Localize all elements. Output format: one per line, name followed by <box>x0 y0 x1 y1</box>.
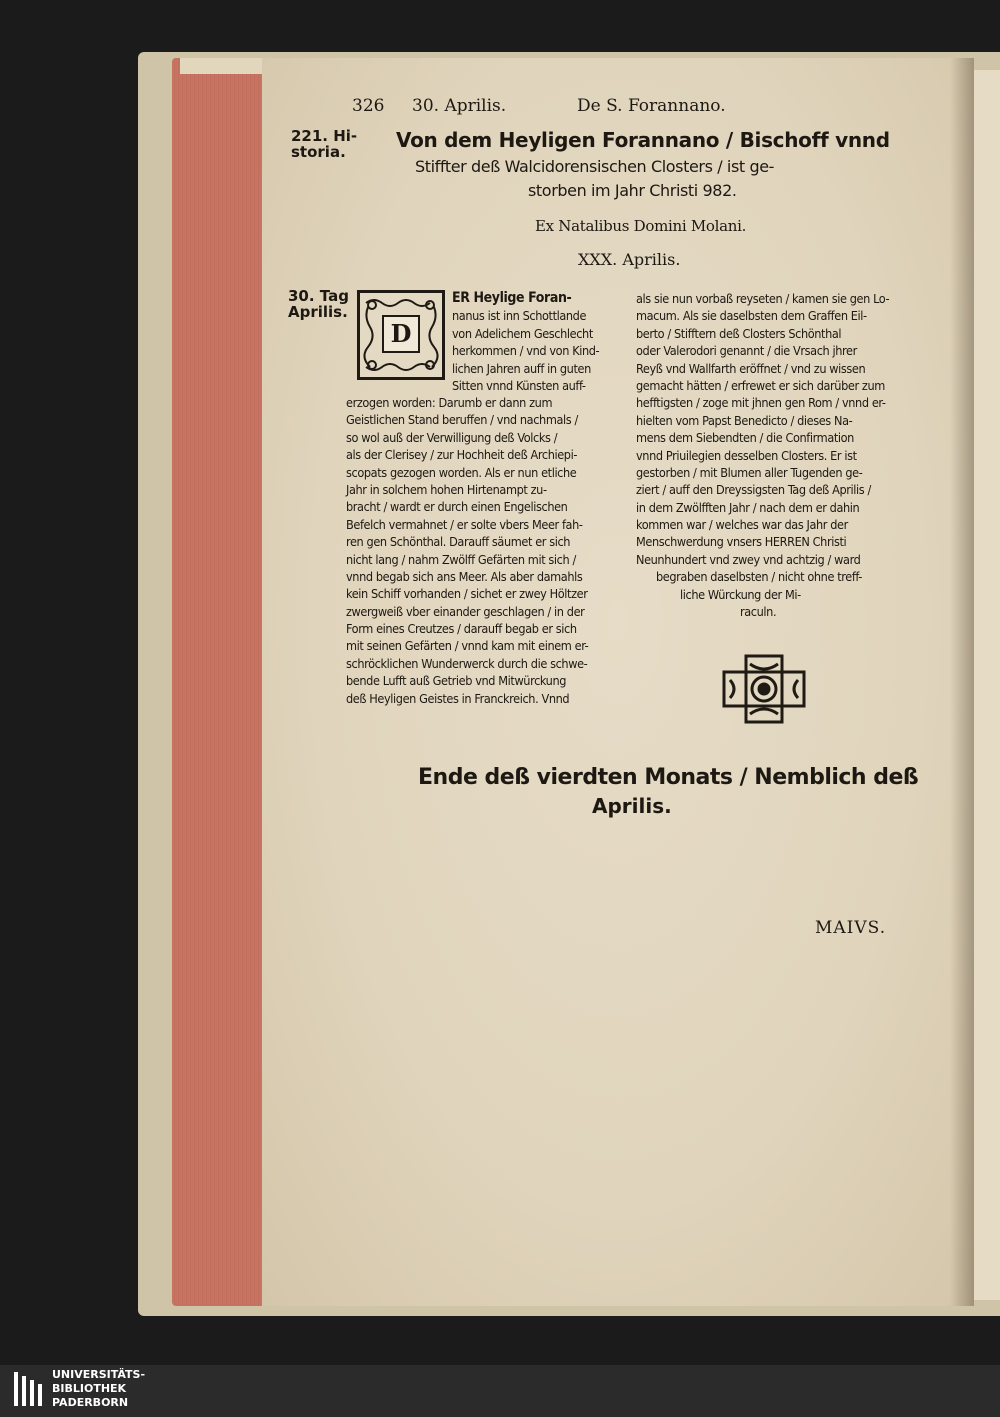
closing-heading-line-1: Ende deß vierdten Monats / Nemblich deß <box>418 765 919 790</box>
right-column-body <box>636 290 889 620</box>
text-line: von Adelichem Geschlecht <box>452 325 593 341</box>
text-line: lichen Jahren auff in guten <box>452 360 591 376</box>
margin-history-number <box>291 128 357 160</box>
chapter-title-line-1: Von dem Heyligen Forannano / Bischoff vnnd <box>396 128 890 152</box>
text-line: kein Schiff vorhanden / sichet er zwey Höltzer <box>346 586 588 602</box>
text-line: herkommen / vnd von Kind- <box>452 343 600 359</box>
margin-day <box>288 288 349 320</box>
text-line: oder Valerodori genannt / die Vrsach jhrer <box>636 343 857 359</box>
text-line: Menschwerdung vnsers HERREN Christi <box>636 534 847 550</box>
library-logo-text <box>52 1368 145 1410</box>
text-line: berto / Stifftern deß Closters Schönthal <box>636 325 842 341</box>
text-line: erzogen worden: Darumb er dann zum <box>346 395 553 410</box>
text-line: Form eines Creutzes / darauff begab er sich <box>346 621 577 637</box>
logo-line: UNIVERSITÄTS- <box>52 1368 146 1381</box>
text-line: raculn. <box>740 604 777 620</box>
text-line: liche Würckung der Mi- <box>680 586 801 602</box>
text-line: Jahr in solchem hohen Hirtenampt zu- <box>346 481 547 497</box>
text-line: scopats gezogen worden. Als er nun etliche <box>346 464 577 480</box>
page-number: 326 <box>352 96 385 116</box>
text-line: nicht lang / nahm Zwölff Gefärten mit sich / <box>346 551 576 567</box>
chapter-title-line-2: Stiffter deß Walcidorensischen Closters / ist ge- <box>415 157 775 176</box>
margin-note-line: storia. <box>291 143 346 161</box>
gutter-shadow <box>950 58 974 1306</box>
running-title: De S. Forannano. <box>577 96 726 116</box>
text-line: ziert / auff den Dreyssigsten Tag deß Aprilis / <box>636 482 871 498</box>
text-line: schröcklichen Wunderwerck durch die schwe- <box>346 655 588 671</box>
text-line: nanus ist inn Schottlande <box>452 308 587 324</box>
text-line: ren gen Schönthal. Darauff säumet er sich <box>346 534 571 550</box>
text-line: bende Lufft auß Getrieb vnd Mitwürckung <box>346 673 567 689</box>
footer-bar <box>0 1365 1000 1417</box>
chapter-title-line-3: storben im Jahr Christi 982. <box>528 181 737 200</box>
text-line: vnnd Priuilegien desselben Closters. Er ist <box>636 447 857 463</box>
text-line: in dem Zwölfften Jahr / nach dem er dahin <box>636 499 860 515</box>
text-line: zwergweiß vber einander geschlagen / in der <box>346 603 585 619</box>
text-line: Reyß vnd Wallfarth eröffnet / vnd zu wissen <box>636 360 866 376</box>
text-line: Neunhundert vnd zwey vnd achtzig / ward <box>636 551 861 567</box>
text-line: gemacht hätten / erfrewet er sich darüber zum <box>636 377 885 393</box>
margin-note-line: Aprilis. <box>288 303 348 321</box>
text-line: hielten vom Papst Benedicto / dieses Na- <box>636 412 853 428</box>
text-line: hefftigsten / zoge mit jhnen gen Rom / vnnd er- <box>636 395 886 411</box>
tailpiece-ornament-icon <box>720 652 808 726</box>
source-line: Ex Natalibus Domini Molani. <box>535 217 747 235</box>
text-line: Geistlichen Stand beruffen / vnd nachmals / <box>346 412 578 428</box>
margin-note-line: 30. Tag <box>288 287 349 305</box>
text-line: macum. Als sie daselbsten dem Graffen Eil- <box>636 308 867 324</box>
text-line: mit seinen Gefärten / vnnd kam mit einem er- <box>346 638 589 654</box>
logo-line: PADERBORN <box>52 1396 129 1409</box>
library-logo-icon <box>10 1370 46 1410</box>
text-line: gestorben / mit Blumen aller Tugenden ge- <box>636 464 863 480</box>
decorated-initial <box>357 290 445 380</box>
text-line: deß Heyligen Geistes in Franckreich. Vnnd <box>346 690 570 706</box>
text-line: als der Clerisey / zur Hochheit deß Archiepi- <box>346 447 578 463</box>
closing-heading-line-2: Aprilis. <box>592 794 672 818</box>
text-line: vnnd begab sich ans Meer. Als aber damahls <box>346 568 583 584</box>
logo-line: BIBLIOTHEK <box>52 1382 127 1395</box>
text-line: als sie nun vorbaß reyseten / kamen sie gen Lo- <box>636 291 890 306</box>
left-column-body <box>346 394 588 707</box>
text-line: Befelch vermahnet / er solte vbers Meer fah- <box>346 516 583 532</box>
text-line: kommen war / welches war das Jahr der <box>636 517 848 533</box>
catchword: MAIVS. <box>815 918 887 938</box>
left-column-beside-initial <box>452 290 599 394</box>
date-heading: XXX. Aprilis. <box>578 250 681 269</box>
text-line: so wol auß der Verwilligung deß Volcks / <box>346 429 558 445</box>
text-line: Sitten vnnd Künsten auff- <box>452 377 586 393</box>
initial-letter: D <box>382 315 420 353</box>
margin-note-line: 221. Hi- <box>291 127 358 145</box>
text-line: mens dem Siebendten / die Confirmation <box>636 430 854 446</box>
text-line: bracht / wardt er durch einen Engelischen <box>346 499 568 515</box>
header-date: 30. Aprilis. <box>412 96 507 116</box>
text-line: begraben daselbsten / nicht ohne treff- <box>656 569 862 585</box>
text-line: ER Heylige Foran- <box>452 290 572 306</box>
